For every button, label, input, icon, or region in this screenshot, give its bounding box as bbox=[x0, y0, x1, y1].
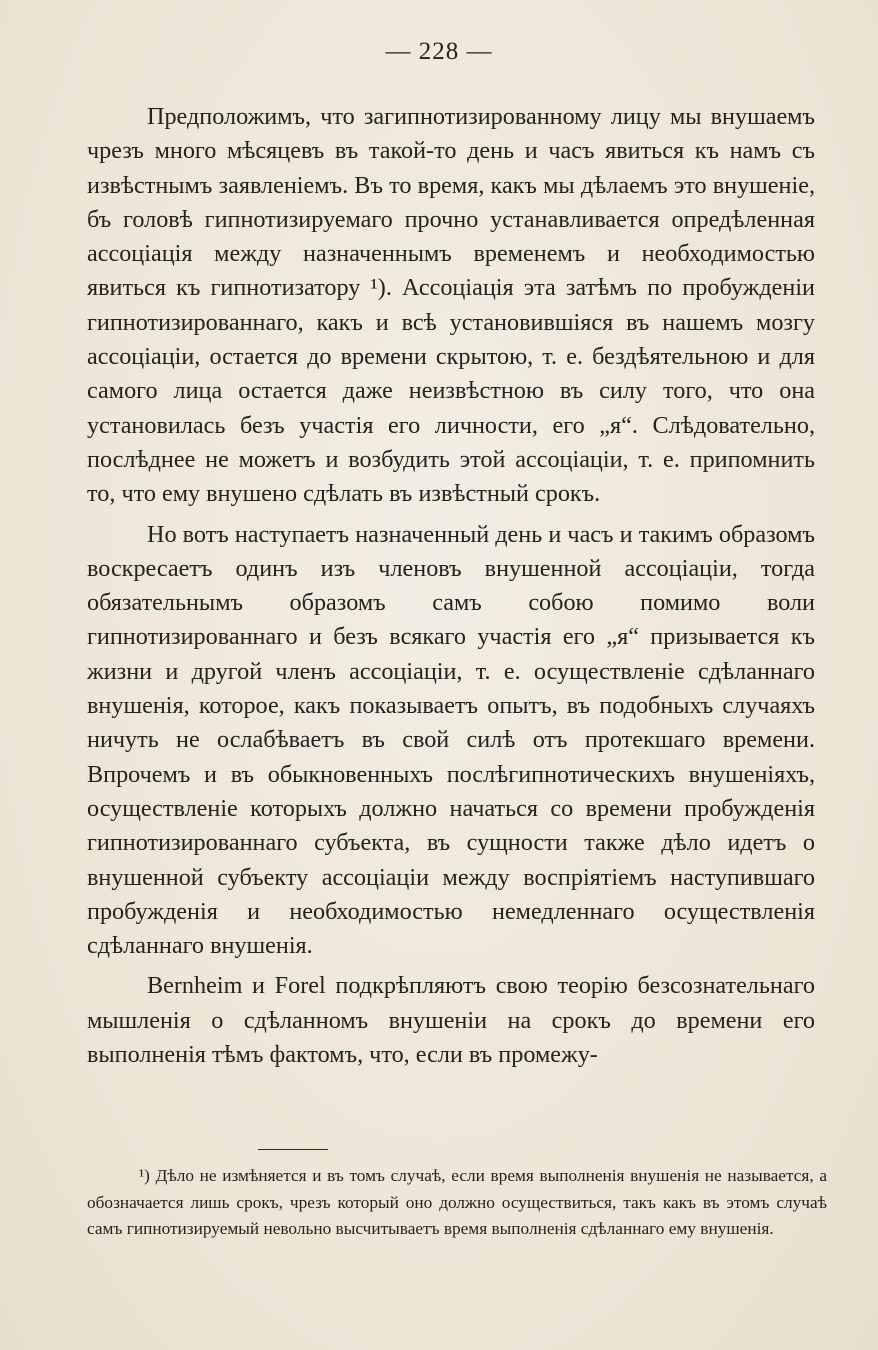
main-text bbox=[87, 100, 815, 1072]
footnote bbox=[87, 1163, 827, 1243]
page-number: — 228 — bbox=[385, 38, 493, 65]
paragraph-3: Bernheim и Forel подкрѣпляютъ свою теорію безсознательнаго мышленія о сдѣланномъ внушеніи на срокъ до времени его выполненія тѣмъ фактомъ, что, если въ промежу- bbox=[87, 972, 815, 1069]
paragraph-1: Предположимъ, что загипнотизированному лицу мы внушаемъ чрезъ много мѣсяцевъ въ такой-то день и часъ явиться къ намъ съ извѣстнымъ заявленіемъ. Въ то время, какъ мы дѣлаемъ это внушеніе, бъ головѣ гипнотизируемаго прочно устанавливается опредѣленная ассоціація между назначеннымъ временемъ и необходимостью явиться къ гипнотизатору ¹). Ассоціація эта затѣмъ по пробужденіи гипнотизированнаго, какъ и всѣ установившіяся въ нашемъ мозгу ассоціаціи, остается до времени скрытою, т. е. бездѣятельною и для самого лица остается даже неизвѣстною въ силу того, что она установилась безъ участія его личности, его „я“. Слѣдовательно, послѣднее не можетъ и возбудить этой ассоціаціи, т. е. припомнить то, что ему внушено сдѣлать въ извѣстный срокъ. bbox=[87, 103, 815, 508]
footnote-text: ¹) Дѣло не измѣняется и въ томъ случаѣ, если время выполненія внушенія не называется, а обозначается лишь срокъ, чрезъ который оно должно осуществиться, такъ какъ въ этомъ случаѣ самъ гипнотизируемый невольно высчитываетъ время выполненія сдѣланнаго ему внушенія. bbox=[87, 1166, 827, 1238]
paragraph-2: Но вотъ наступаетъ назначенный день и часъ и такимъ образомъ воскресаетъ одинъ изъ членовъ внушенной ассоціаціи, тогда обязательнымъ образомъ самъ собою помимо воли гипнотизированнаго и безъ всякаго участія его „я“ призывается къ жизни и другой членъ ассоціаціи, т. е. осуществленіе сдѣланнаго внушенія, которое, какъ показываетъ опытъ, въ подобныхъ случаяхъ ничуть не ослабѣваетъ въ свой силѣ отъ протекшаго времени. Впрочемъ и въ обыкновенныхъ послѣгипнотическихъ внушеніяхъ, осуществленіе которыхъ должно начаться со времени пробужденія гипнотизированнаго субъекта, въ сущности также дѣло идетъ о внушенной субъекту ассоціаціи между воспріятіемъ наступившаго пробужденія и необходимостью немедленнаго осуществленія сдѣланнаго внушенія. bbox=[87, 520, 815, 960]
footnote-divider bbox=[258, 1149, 328, 1150]
